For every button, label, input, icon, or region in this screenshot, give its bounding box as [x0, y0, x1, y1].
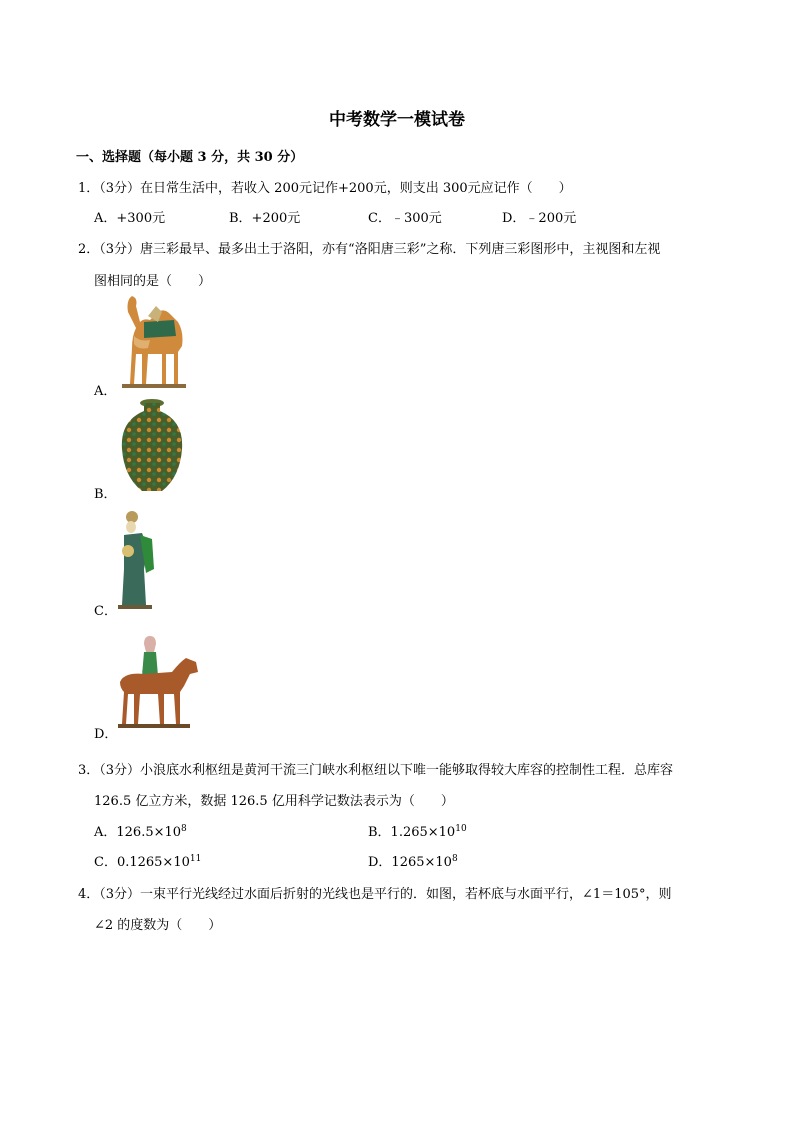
- question-3-option-c: C．$0.1265\times 10^{11}$: [94, 854, 202, 870]
- jar-figure-image: [116, 397, 188, 495]
- question-3-option-b: B．$1.265\times 10^{10}$: [368, 824, 467, 840]
- lady-figure-image: [114, 509, 160, 613]
- question-2-stem-line2: 图相同的是（ ）: [94, 274, 212, 289]
- camel-figure-image: [118, 292, 190, 392]
- question-4-stem-line2: ∠2 的度数为（ ）: [94, 918, 222, 933]
- question-1-option-c: C．﹣300元: [368, 211, 442, 226]
- horse-rider-figure-image: [114, 632, 204, 730]
- page-title: 中考数学一模试卷: [329, 110, 465, 130]
- question-3-stem-line1: 3．（3分）小浪底水利枢纽是黄河干流三门峡水利枢纽以下唯一能够取得较大库容的控制性工程．总库容: [78, 763, 674, 778]
- question-2-option-d: D．: [94, 727, 118, 742]
- question-1-option-a: A．+300元: [94, 211, 166, 226]
- question-4-stem-line1: 4．（3分）一束平行光线经过水面后折射的光线也是平行的．如图，若杯底与水面平行，∠1＝105°，则: [78, 887, 672, 902]
- question-1-option-d: D．﹣200元: [502, 211, 577, 226]
- question-3-option-a: A．$126.5\times 10^8$: [94, 824, 187, 840]
- question-2-stem-line1: 2．（3分）唐三彩最早、最多出土于洛阳，亦有“洛阳唐三彩”之称．下列唐三彩图形中，主视图和左视: [78, 242, 661, 257]
- question-1-stem: 1．（3分）在日常生活中，若收入 200元记作+200元，则支出 300元应记作（ ）: [78, 181, 572, 196]
- question-2-option-a: A．: [94, 384, 117, 399]
- question-2-option-b: B．: [94, 487, 117, 502]
- question-3-option-d: D．$1265\times 10^8$: [368, 854, 458, 870]
- question-1-option-b: B．+200元: [229, 211, 301, 226]
- question-3-stem-line2: 126.5 亿立方米，数据 126.5 亿用科学记数法表示为（ ）: [94, 794, 454, 809]
- section-heading: 一、选择题（每小题 3 分，共 30 分）: [76, 150, 304, 165]
- question-2-option-c: C．: [94, 604, 117, 619]
